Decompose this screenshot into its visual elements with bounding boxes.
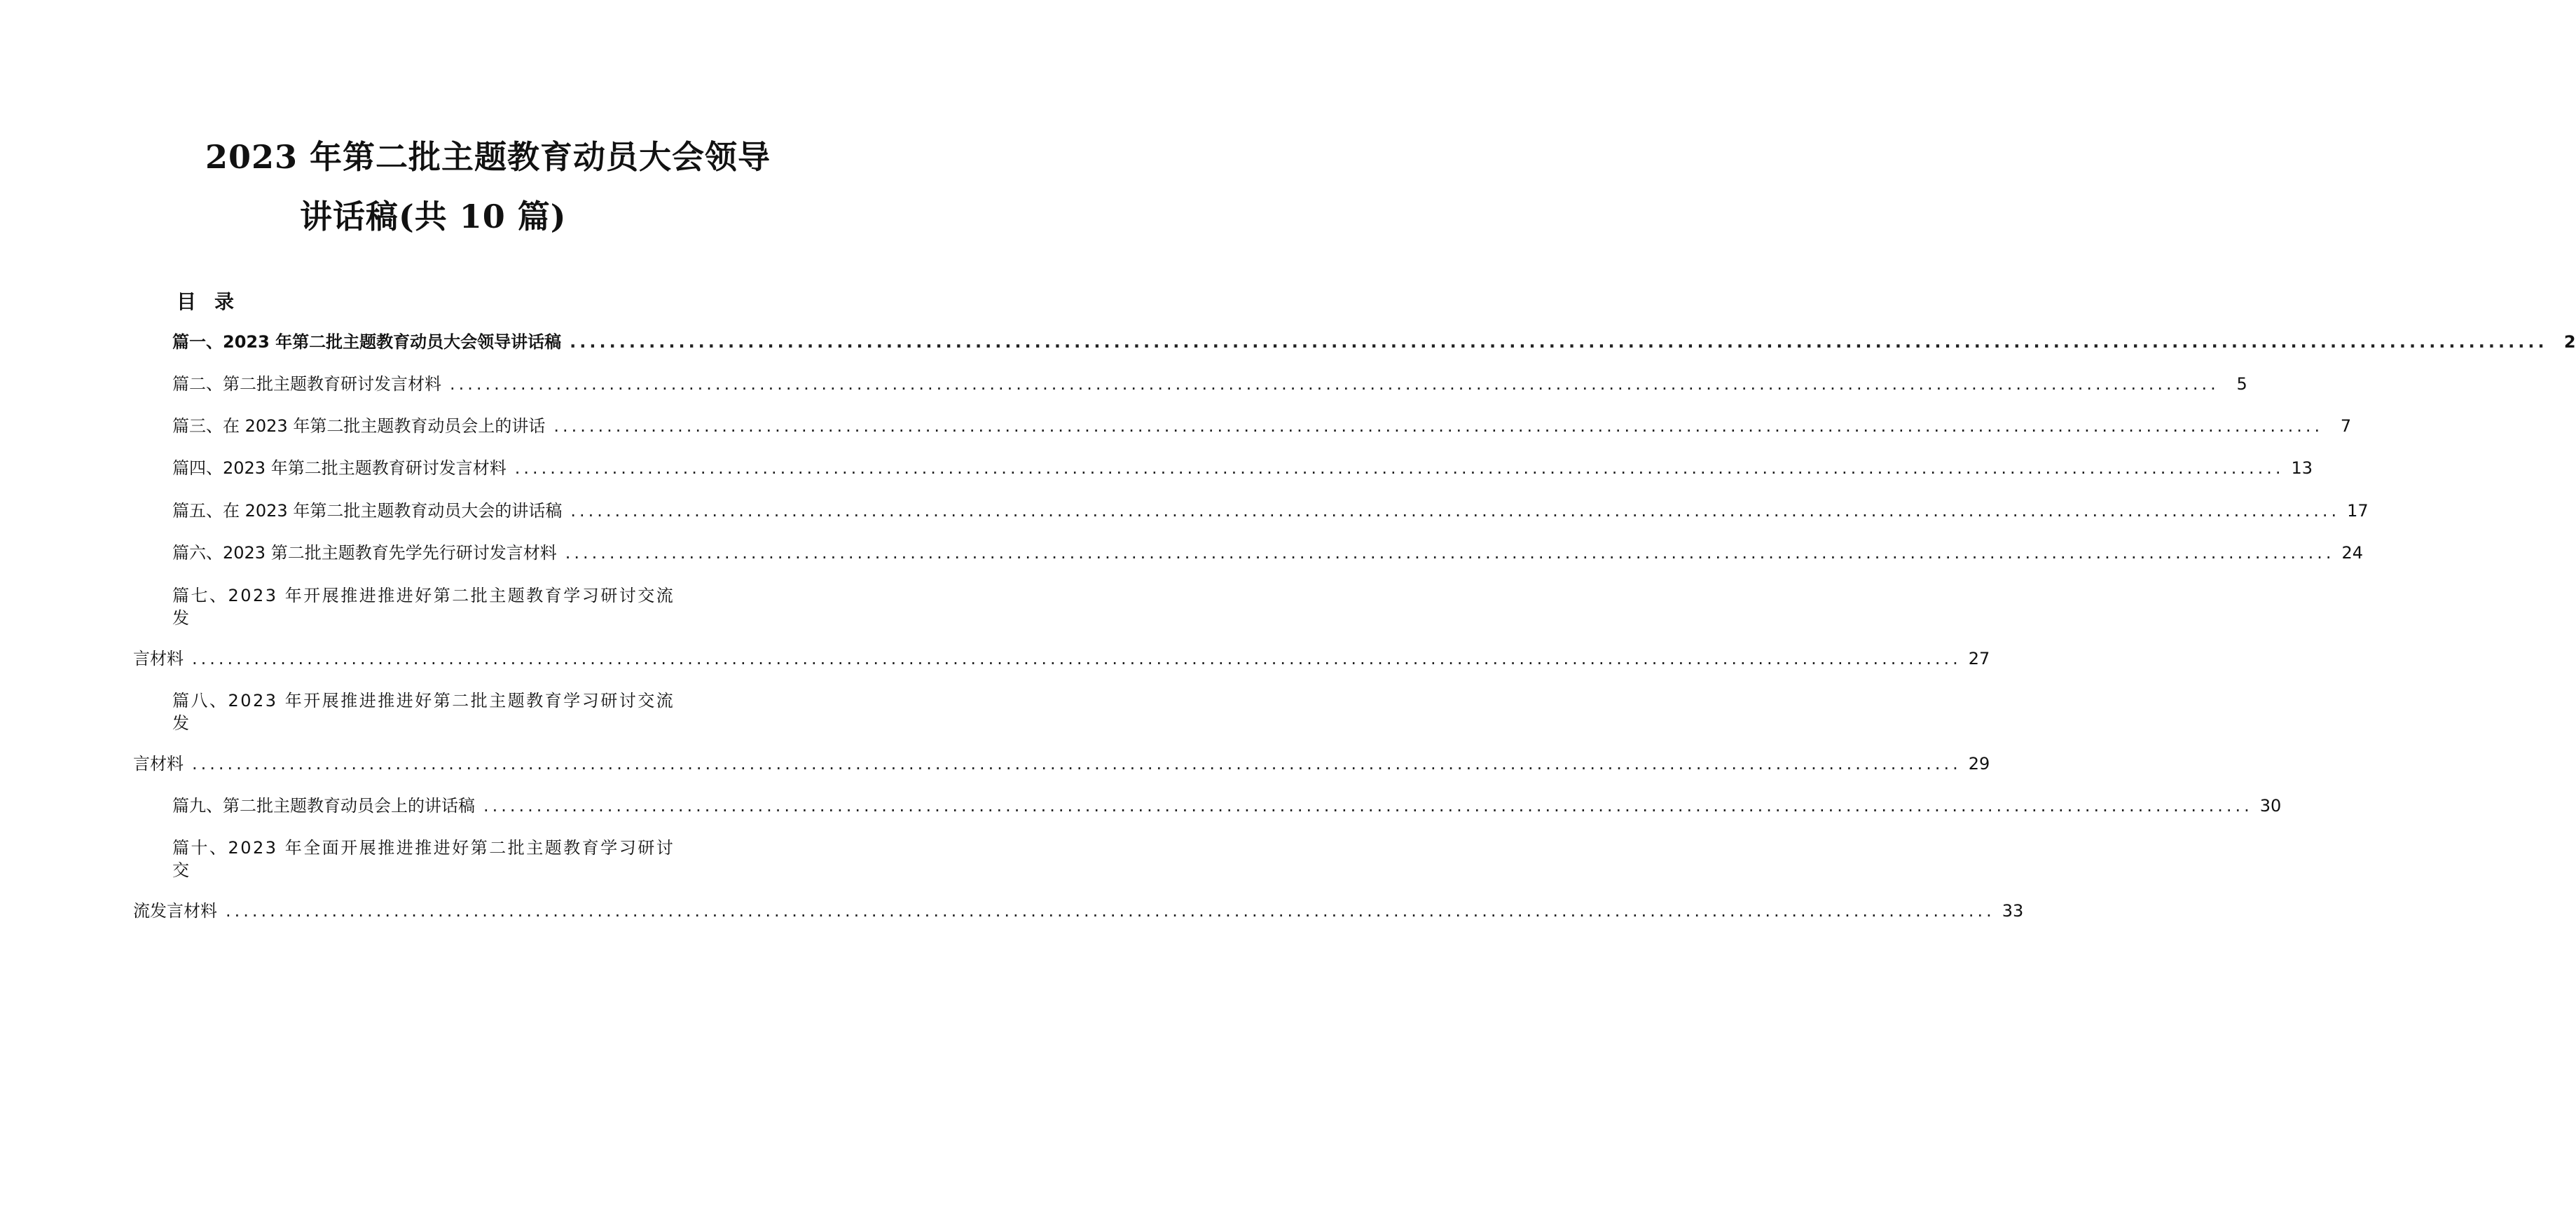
toc-entry-8-title-line[interactable]: 篇八、2023 年开展推进推进好第二批主题教育学习研讨交流 [172,691,675,710]
toc-leader-dots: ........................................................................................................................................................................................................ [226,901,1995,921]
toc-entry-label: 篇五、在 2023 年第二批主题教育动员大会的讲话稿 [172,501,563,521]
toc-page-number: 17 [2347,501,2369,521]
toc-entry-label: 言材料 [133,754,184,774]
toc-leader-dots: ........................................................................................................................................................................................................ [192,649,1962,668]
toc-entry-1[interactable] [172,331,2576,353]
toc-entry-4[interactable] [172,457,2313,479]
toc-leader-dots: ........................................................................................................................................................................................................ [553,416,2324,436]
toc-entry-label: 篇三、在 2023 年第二批主题教育动员会上的讲话 [172,416,546,436]
toc-entry-9[interactable] [172,795,2282,817]
toc-entry-7-title-wrap[interactable]: 发 [172,608,191,628]
toc-entry-7[interactable] [133,647,1990,670]
document-title-line-2: 讲话稿(共 10 篇) [300,198,567,235]
toc-page-number: 5 [2236,374,2247,394]
toc-entry-7-title-line[interactable]: 篇七、2023 年开展推进推进好第二批主题教育学习研讨交流 [172,586,675,605]
toc-leader-dots: ........................................................................................................................................................................................................ [483,796,2253,816]
toc-entry-label: 言材料 [133,649,184,668]
toc-entry-6[interactable] [172,542,2364,564]
toc-leader-dots: ........................................................................................................................................................................................................ [450,374,2219,394]
toc-entry-8-title-wrap[interactable]: 发 [172,713,191,733]
toc-entry-10-title-line[interactable]: 篇十、2023 年全面开展推进推进好第二批主题教育学习研讨 [172,838,675,858]
toc-page-number: 33 [2002,901,2024,921]
toc-leader-dots: ........................................................................................................................................................................................................ [570,332,2548,352]
toc-entry-8[interactable] [133,753,1990,775]
toc-leader-dots: ........................................................................................................................................................................................................ [565,543,2335,563]
toc-page-number: 29 [1968,754,1990,774]
toc-entry-label: 篇一、2023 年第二批主题教育动员大会领导讲话稿 [172,332,562,352]
toc-entry-label: 流发言材料 [133,901,217,921]
toc-page-number: 2 [2563,332,2576,352]
toc-page-number: 13 [2291,458,2313,478]
toc-entry-label: 篇四、2023 年第二批主题教育研讨发言材料 [172,458,507,478]
toc-entry-label: 篇九、第二批主题教育动员会上的讲话稿 [172,796,475,816]
toc-page-number: 24 [2341,543,2364,563]
toc-leader-dots: ........................................................................................................................................................................................................ [570,501,2341,521]
toc-leader-dots: ........................................................................................................................................................................................................ [514,458,2285,478]
toc-entry-10-title-wrap[interactable]: 交 [172,860,191,880]
toc-page-number: 27 [1968,649,1990,668]
toc-entry-label: 篇六、2023 第二批主题教育先学先行研讨发言材料 [172,543,557,563]
toc-leader-dots: ........................................................................................................................................................................................................ [192,754,1962,774]
toc-entry-label: 篇二、第二批主题教育研讨发言材料 [172,374,441,394]
toc-heading: 目录 [177,290,253,313]
toc-entry-5[interactable] [172,500,2369,522]
toc-entry-10[interactable] [133,900,2024,922]
toc-page-number: 30 [2259,796,2282,816]
toc-entry-3[interactable] [172,415,2352,437]
toc-page-number: 7 [2340,416,2352,436]
document-title-line-1: 2023 年第二批主题教育动员大会领导 [205,138,771,176]
toc-entry-2[interactable] [172,373,2247,395]
